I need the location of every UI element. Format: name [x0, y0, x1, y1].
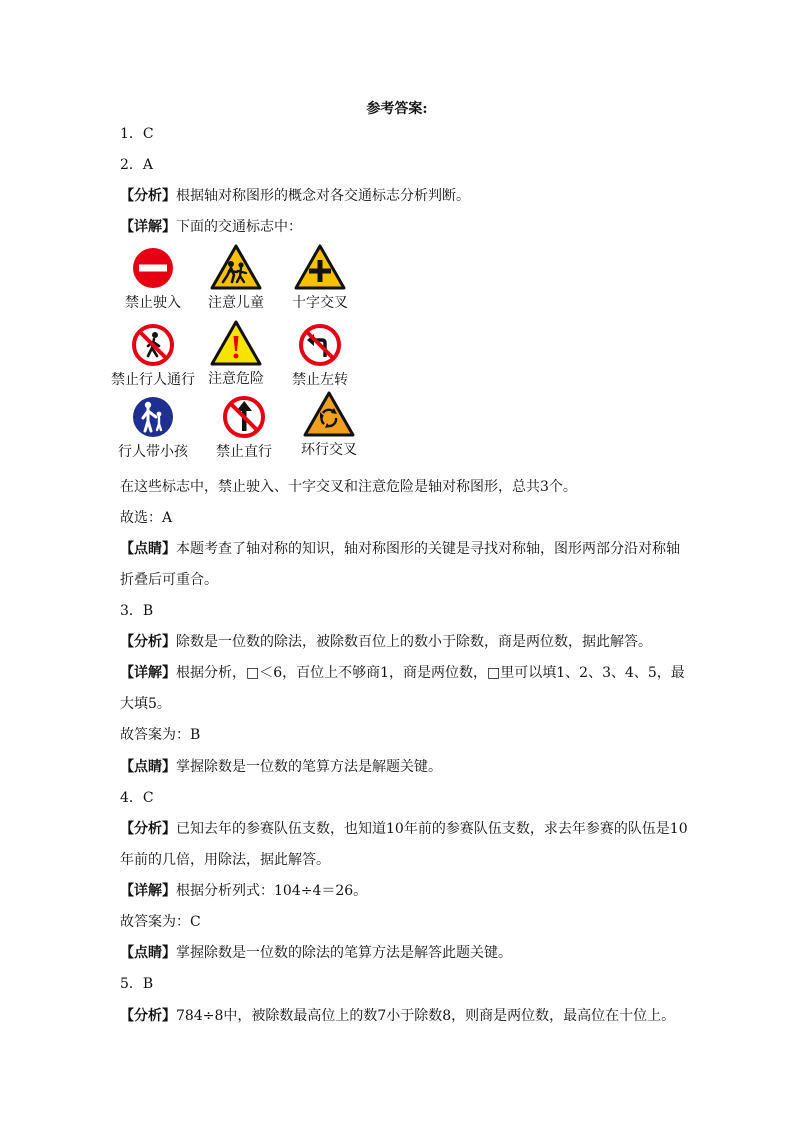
section-tag: 【点睛】 [120, 759, 176, 775]
sign-label: 注意儿童 [208, 295, 264, 311]
section-tag: 【详解】 [120, 883, 176, 899]
section-tag: 【分析】 [120, 1008, 176, 1024]
sign-label: 禁止驶入 [125, 295, 181, 311]
sign-children [191, 244, 281, 312]
answer-line: 折叠后可重合。 [120, 572, 218, 588]
answer-line: 在这些标志中，禁止驶入、十字交叉和注意危险是轴对称图形，总共3个。 [120, 479, 577, 495]
answer-line: 5．B [120, 976, 154, 992]
answer-line: 故答案为：B [120, 727, 201, 743]
sign-no-pedestrians [108, 323, 198, 389]
section-tag: 【详解】 [120, 219, 176, 235]
sign-pedestrian-with-child [108, 395, 198, 461]
section-tag: 【点睛】 [120, 541, 176, 557]
sign-no-straight [199, 395, 289, 461]
section-tag: 【详解】 [120, 665, 176, 681]
danger-warning-icon [210, 320, 262, 366]
roundabout-icon [303, 391, 355, 437]
answer-line: 【详解】根据分析列式：104÷4＝26。 [120, 883, 368, 899]
no-left-turn-icon [298, 323, 342, 367]
answer-line: 【点睛】本题考查了轴对称的知识，轴对称图形的关键是寻找对称轴，图形两部分沿对称轴 [120, 541, 680, 557]
answer-line: 大填5。 [120, 696, 171, 712]
answer-line: 【点睛】掌握除数是一位数的笔算方法是解题关键。 [120, 759, 442, 775]
answer-line: 1．C [120, 126, 154, 142]
answer-line: 【详解】下面的交通标志中： [120, 219, 302, 235]
section-tag: 【分析】 [120, 188, 176, 204]
sign-label: 十字交叉 [292, 295, 348, 311]
sign-danger [191, 320, 281, 388]
answer-line: 【点睛】掌握除数是一位数的除法的笔算方法是解答此题关键。 [120, 945, 512, 961]
no-entry-icon [131, 246, 175, 290]
answer-line: 【分析】根据轴对称图形的概念对各交通标志分析判断。 [120, 188, 470, 204]
answer-line: 故选：A [120, 510, 173, 526]
answer-line: 【分析】784÷8中，被除数最高位上的数7小于除数8，则商是两位数，最高位在十位上。 [120, 1008, 676, 1024]
sign-label: 禁止左转 [292, 372, 348, 388]
section-tag: 【点睛】 [120, 945, 176, 961]
page-title: 参考答案: [366, 101, 428, 117]
sign-crossroads [275, 244, 365, 312]
traffic-signs-grid [111, 240, 370, 470]
children-crossing-icon [210, 244, 262, 290]
sign-roundabout [284, 391, 374, 459]
no-straight-icon [222, 395, 266, 439]
sign-no-left-turn [275, 323, 365, 389]
answer-line: 【分析】已知去年的参赛队伍支数，也知道10年前的参赛队伍支数，求去年参赛的队伍是10 [120, 821, 688, 837]
answer-line: 4．C [120, 790, 154, 806]
answer-line: 【详解】根据分析，□＜6，百位上不够商1，商是两位数，□里可以填1、2、3、4、5，最 [120, 665, 685, 681]
answer-line: 3．B [120, 603, 154, 619]
sign-label: 注意危险 [208, 371, 264, 387]
section-tag: 【分析】 [120, 634, 176, 650]
answer-line: 故答案为：C [120, 914, 201, 930]
sign-label: 禁止行人通行 [111, 372, 195, 388]
pedestrian-with-child-icon [131, 395, 175, 439]
sign-no-entry [108, 246, 198, 312]
section-tag: 【分析】 [120, 821, 176, 837]
no-pedestrians-icon [131, 323, 175, 367]
sign-label: 行人带小孩 [118, 444, 188, 460]
answer-line: 2．A [120, 157, 154, 173]
answer-line: 年前的几倍，用除法，据此解答。 [120, 852, 330, 868]
sign-label: 禁止直行 [216, 444, 272, 460]
crossroads-icon [294, 244, 346, 290]
answer-line: 【分析】除数是一位数的除法，被除数百位上的数小于除数，商是两位数，据此解答。 [120, 634, 652, 650]
sign-label: 环行交叉 [301, 442, 357, 458]
